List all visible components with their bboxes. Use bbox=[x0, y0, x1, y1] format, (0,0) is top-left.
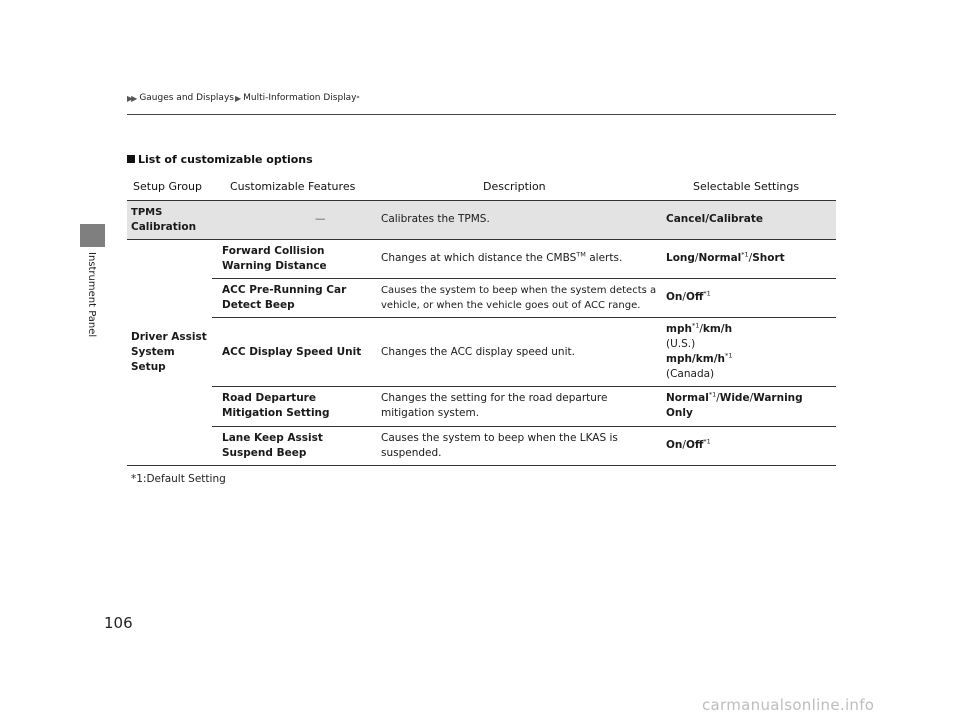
feature-lane-keep-assist: Lane Keep Assist Suspend Beep bbox=[222, 432, 323, 459]
table-rule bbox=[127, 465, 836, 466]
description-acc-pre-running: Causes the system to beep when the system detects a vehicle, or when the vehicle goes out of ACC range. bbox=[381, 285, 657, 311]
square-bullet-icon bbox=[127, 155, 135, 163]
tpms-group: TPMS Calibration bbox=[131, 207, 197, 233]
header-selectable-settings: Selectable Settings bbox=[693, 180, 800, 193]
watermark: carmanualsonline.info bbox=[702, 696, 875, 714]
section-title: List of customizable options bbox=[127, 153, 313, 166]
sidebar-section-label: Instrument Panel bbox=[86, 252, 97, 338]
breadcrumb-item-mid[interactable]: Multi-Information Display bbox=[243, 93, 357, 103]
description-lane-keep-assist: Causes the system to beep when the LKAS is suspended. bbox=[381, 432, 618, 459]
section-tab-marker bbox=[80, 224, 105, 247]
settings-lane-keep-assist: On/Off$^{*1}$ bbox=[666, 437, 711, 451]
table-rule bbox=[212, 278, 836, 279]
feature-acc-display-speed: ACC Display Speed Unit bbox=[222, 346, 362, 358]
settings-forward-collision: Long/Normal$^{*1}$/Short bbox=[666, 250, 785, 264]
description-road-departure: Changes the setting for the road departure mitigation system. bbox=[381, 392, 608, 419]
description-acc-display-speed: Changes the ACC display speed unit. bbox=[381, 346, 575, 358]
breadcrumb-arrow-icon: ▶▶ bbox=[127, 93, 136, 103]
page-number: 106 bbox=[104, 614, 133, 632]
breadcrumb bbox=[127, 93, 360, 103]
feature-road-departure: Road Departure Mitigation Setting bbox=[222, 392, 330, 419]
breadcrumb-item-gauges[interactable]: Gauges and Displays bbox=[139, 93, 234, 103]
settings-acc-display-speed: mph$^{*1}$/km/h (U.S.) mph/$km/h^{*1}$ (Canada) bbox=[666, 321, 733, 380]
description-forward-collision: Changes at which distance the CMBS™ alerts. bbox=[381, 250, 623, 264]
tpms-feature: — bbox=[315, 213, 326, 225]
table-rule bbox=[212, 426, 836, 427]
feature-acc-pre-running: ACC Pre-Running Car Detect Beep bbox=[222, 284, 347, 311]
feature-forward-collision: Forward Collision Warning Distance bbox=[222, 245, 327, 272]
driver-assist-group: Driver Assist System Setup bbox=[131, 331, 207, 373]
tpms-settings: Cancel/Calibrate bbox=[666, 213, 763, 225]
footnote: *1:Default Setting bbox=[131, 473, 226, 485]
settings-road-departure: Normal$^{*1}$/Wide/Warning Only bbox=[666, 390, 803, 419]
header-customizable-features: Customizable Features bbox=[230, 180, 356, 193]
table-rule bbox=[212, 317, 836, 318]
table-rule bbox=[127, 239, 836, 240]
table-header bbox=[127, 177, 836, 199]
header-rule bbox=[127, 114, 836, 115]
tpms-description: Calibrates the TPMS. bbox=[381, 213, 490, 225]
settings-acc-pre-running: On/Off$^{*1}$ bbox=[666, 289, 711, 303]
header-description: Description bbox=[483, 180, 546, 193]
table-rule bbox=[212, 386, 836, 387]
breadcrumb-separator-icon: ▶ bbox=[234, 93, 242, 103]
breadcrumb-asterisk: * bbox=[356, 94, 360, 102]
header-setup-group: Setup Group bbox=[133, 180, 203, 193]
